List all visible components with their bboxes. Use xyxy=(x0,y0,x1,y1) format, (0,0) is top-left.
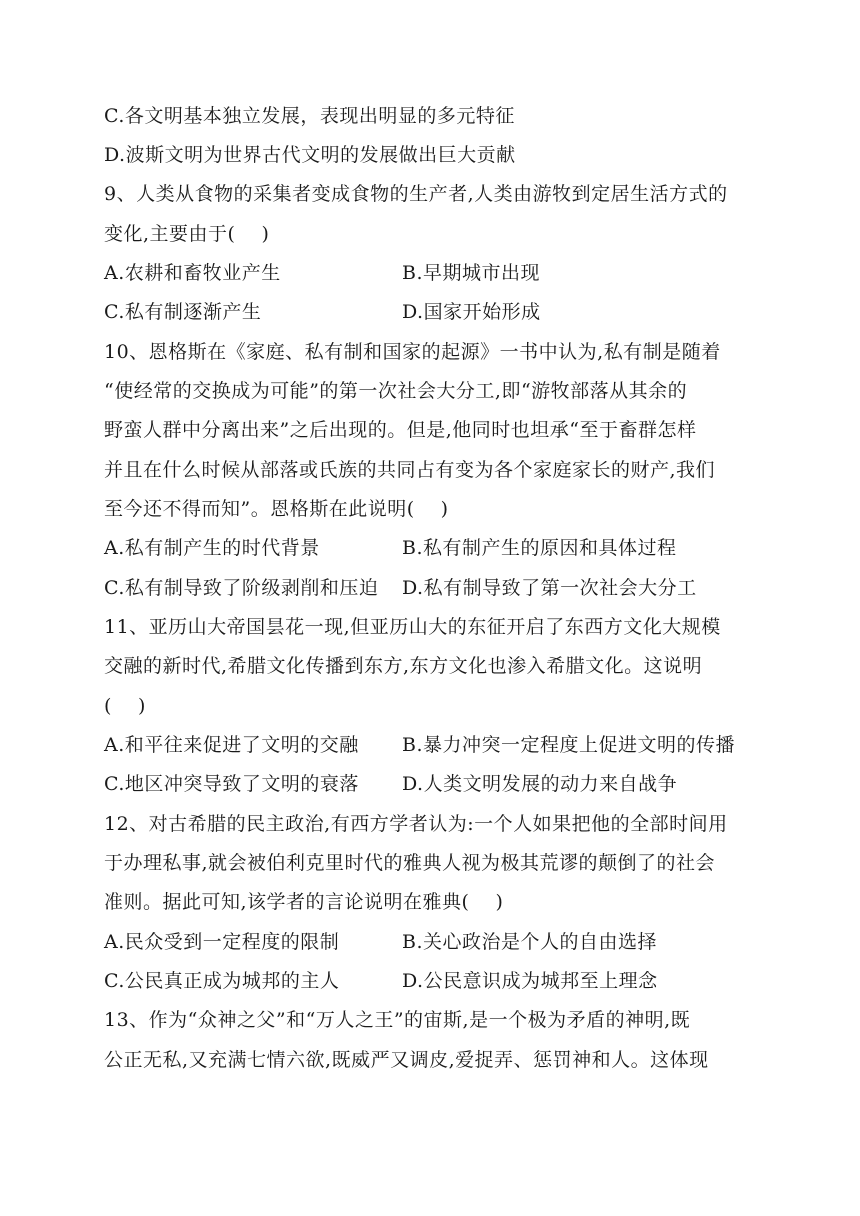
question-12-line-2: 于办理私事,就会被伯利克里时代的雅典人视为极其荒谬的颠倒了的社会 xyxy=(104,852,716,874)
option-d-q12: D.公民意识成为城邦至上理念 xyxy=(402,970,658,992)
option-b-q10: B.私有制产生的原因和具体过程 xyxy=(402,537,677,559)
question-11-options-row-1 xyxy=(104,733,764,757)
option-d-q11: D.人类文明发展的动力来自战争 xyxy=(402,773,678,795)
question-11-line-1: 11、亚历山大帝国昙花一现,但亚历山大的东征开启了东西方文化大规模 xyxy=(104,616,721,638)
option-a-q11: A.和平往来促进了文明的交融 xyxy=(104,734,359,756)
option-c-q12: C.公民真正成为城邦的主人 xyxy=(104,970,340,992)
question-11-options-row-2 xyxy=(104,772,764,796)
question-10-line-1: 10、恩格斯在《家庭、私有制和国家的起源》一书中认为,私有制是随着 xyxy=(104,341,721,363)
question-10-line-2: “使经常的交换成为可能”的第一次社会大分工,即“游牧部落从其余的 xyxy=(104,380,688,402)
option-b-q12: B.关心政治是个人的自由选择 xyxy=(402,931,658,953)
question-12-line-1: 12、对古希腊的民主政治,有西方学者认为:一个人如果把他的全部时间用 xyxy=(104,813,728,835)
option-c-q10: C.私有制导致了阶级剥削和压迫 xyxy=(104,577,379,599)
option-c-q8: C.各文明基本独立发展，表现出明显的多元特征 xyxy=(104,105,515,127)
question-11-line-2: 交融的新时代,希腊文化传播到东方,东方文化也渗入希腊文化。这说明 xyxy=(104,655,703,677)
question-10-options-row-1 xyxy=(104,536,764,560)
question-9-options-row-1 xyxy=(104,261,764,285)
question-12-options-row-2 xyxy=(104,969,764,993)
question-10-options-row-2 xyxy=(104,576,764,600)
question-11-line-3: ( ) xyxy=(104,695,146,717)
question-10-line-5: 至今还不得而知”。恩格斯在此说明( ) xyxy=(104,498,449,520)
question-10-line-3: 野蛮人群中分离出来”之后出现的。但是,他同时也坦承“至于畜群怎样 xyxy=(104,419,697,441)
option-b-q9: B.早期城市出现 xyxy=(402,262,541,284)
question-13-line-2: 公正无私,又充满七情六欲,既威严又调皮,爱捉弄、惩罚神和人。这体现 xyxy=(104,1049,709,1071)
option-d-q8: D.波斯文明为世界古代文明的发展做出巨大贡献 xyxy=(104,144,516,166)
question-9-options-row-2 xyxy=(104,300,764,324)
question-9-line-1: 9、人类从食物的采集者变成食物的生产者,人类由游牧到定居生活方式的 xyxy=(104,183,728,205)
question-10-line-4: 并且在什么时候从部落或氏族的共同占有变为各个家庭家长的财产,我们 xyxy=(104,459,716,481)
question-9-line-2: 变化,主要由于( ) xyxy=(104,223,270,245)
option-a-q10: A.私有制产生的时代背景 xyxy=(104,537,320,559)
option-a-q12: A.民众受到一定程度的限制 xyxy=(104,931,340,953)
option-b-q11: B.暴力冲突一定程度上促进文明的传播 xyxy=(402,734,736,756)
option-c-q11: C.地区冲突导致了文明的衰落 xyxy=(104,773,359,795)
option-a-q9: A.农耕和畜牧业产生 xyxy=(104,262,281,284)
option-d-q10: D.私有制导致了第一次社会大分工 xyxy=(402,577,697,599)
question-12-line-3: 准则。据此可知,该学者的言论说明在雅典( ) xyxy=(104,891,504,913)
question-13-line-1: 13、作为“众神之父”和“万人之王”的宙斯,是一个极为矛盾的神明,既 xyxy=(104,1009,691,1031)
option-d-q9: D.国家开始形成 xyxy=(402,301,541,323)
question-12-options-row-1 xyxy=(104,930,764,954)
option-c-q9: C.私有制逐渐产生 xyxy=(104,301,262,323)
